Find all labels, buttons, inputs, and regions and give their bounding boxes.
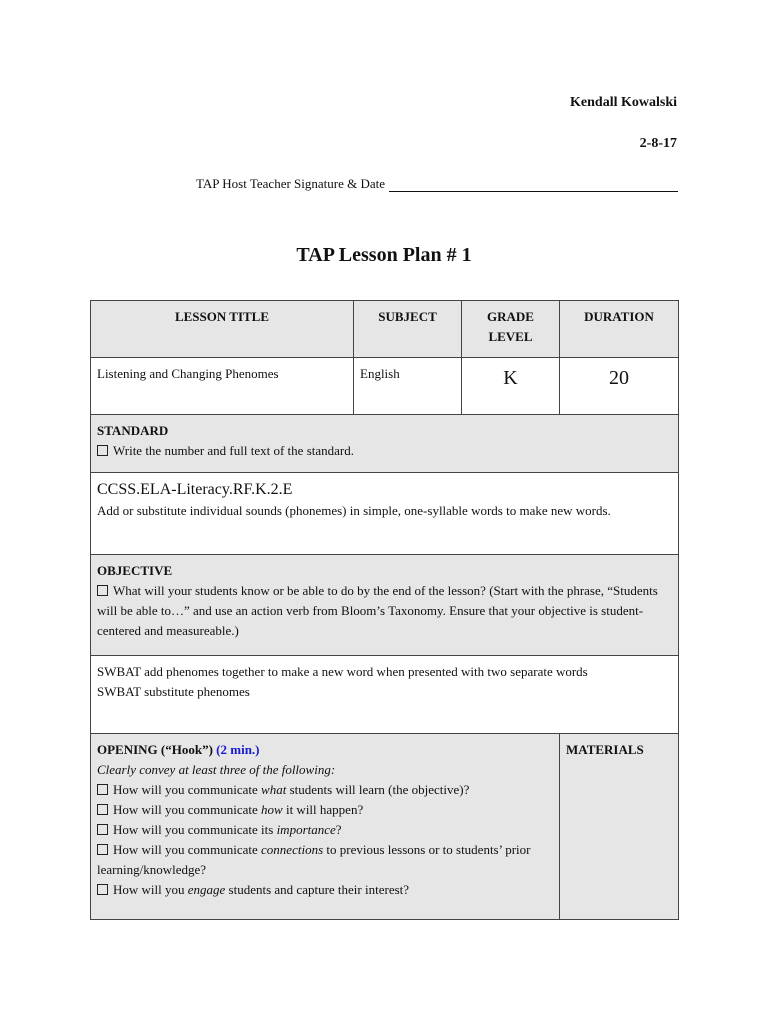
opening-question: How will you communicate connections to previous lessons or to students’ prior learning/knowledge? bbox=[97, 842, 531, 877]
checkbox-icon[interactable] bbox=[97, 804, 108, 815]
materials-section[interactable] bbox=[560, 734, 679, 920]
grade-level-value[interactable]: K bbox=[462, 358, 560, 415]
opening-question: How will you communicate what students will learn (the objective)? bbox=[97, 780, 553, 800]
checkbox-icon[interactable] bbox=[97, 445, 108, 456]
checkbox-icon[interactable] bbox=[97, 884, 108, 895]
signature-blank[interactable] bbox=[389, 179, 678, 192]
standard-text: Add or substitute individual sounds (phonemes) in simple, one-syllable words to make new words. bbox=[97, 503, 611, 518]
objective-answer[interactable] bbox=[91, 656, 679, 734]
author-name: Kendall Kowalski bbox=[570, 95, 677, 110]
header-subject: SUBJECT bbox=[354, 301, 462, 358]
signature-line bbox=[196, 176, 678, 192]
header-lesson-title: LESSON TITLE bbox=[91, 301, 354, 358]
standard-section bbox=[91, 415, 679, 473]
checkbox-icon[interactable] bbox=[97, 585, 108, 596]
opening-question: How will you engage students and capture their interest? bbox=[97, 880, 553, 900]
materials-heading: MATERIALS bbox=[566, 742, 644, 757]
standard-heading: STANDARD bbox=[97, 423, 169, 438]
objective-section bbox=[91, 555, 679, 656]
opening-question: How will you communicate its importance? bbox=[97, 820, 553, 840]
checkbox-icon[interactable] bbox=[97, 784, 108, 795]
checkbox-icon[interactable] bbox=[97, 844, 108, 855]
objective-prompt: What will your students know or be able to do by the end of the lesson? (Start with the phrase, “Students will be able to…” and use an action verb from Bloom’s Taxonomy. Ensure that your objective is student-centered and measureable.) bbox=[97, 583, 658, 638]
objective-answer-1: SWBAT add phenomes together to make a new word when presented with two separate words bbox=[97, 664, 588, 679]
page-title: TAP Lesson Plan # 1 bbox=[296, 244, 472, 266]
lesson-plan-table bbox=[90, 300, 679, 920]
standard-code: CCSS.ELA-Literacy.RF.K.2.E bbox=[97, 481, 293, 498]
header-duration: DURATION bbox=[560, 301, 679, 358]
objective-heading: OBJECTIVE bbox=[97, 563, 173, 578]
header-grade-label-2: LEVEL bbox=[488, 329, 533, 344]
opening-heading: OPENING (“Hook”) bbox=[97, 742, 213, 757]
duration-value[interactable]: 20 bbox=[560, 358, 679, 415]
signature-label: TAP Host Teacher Signature & Date bbox=[196, 176, 386, 191]
opening-instruction: Clearly convey at least three of the following: bbox=[97, 762, 336, 777]
opening-time: (2 min.) bbox=[216, 742, 260, 757]
checkbox-icon[interactable] bbox=[97, 824, 108, 835]
objective-answer-2: SWBAT substitute phenomes bbox=[97, 684, 250, 699]
subject-value[interactable]: English bbox=[354, 358, 462, 415]
opening-question: How will you communicate how it will happen? bbox=[97, 800, 553, 820]
lesson-title-value[interactable]: Listening and Changing Phenomes bbox=[91, 358, 354, 415]
header-grade-label-1: GRADE bbox=[487, 309, 534, 324]
date: 2-8-17 bbox=[639, 136, 677, 151]
standard-prompt: Write the number and full text of the standard. bbox=[113, 443, 354, 458]
standard-answer[interactable] bbox=[91, 473, 679, 555]
header-grade-level bbox=[462, 301, 560, 358]
opening-section bbox=[91, 734, 560, 920]
